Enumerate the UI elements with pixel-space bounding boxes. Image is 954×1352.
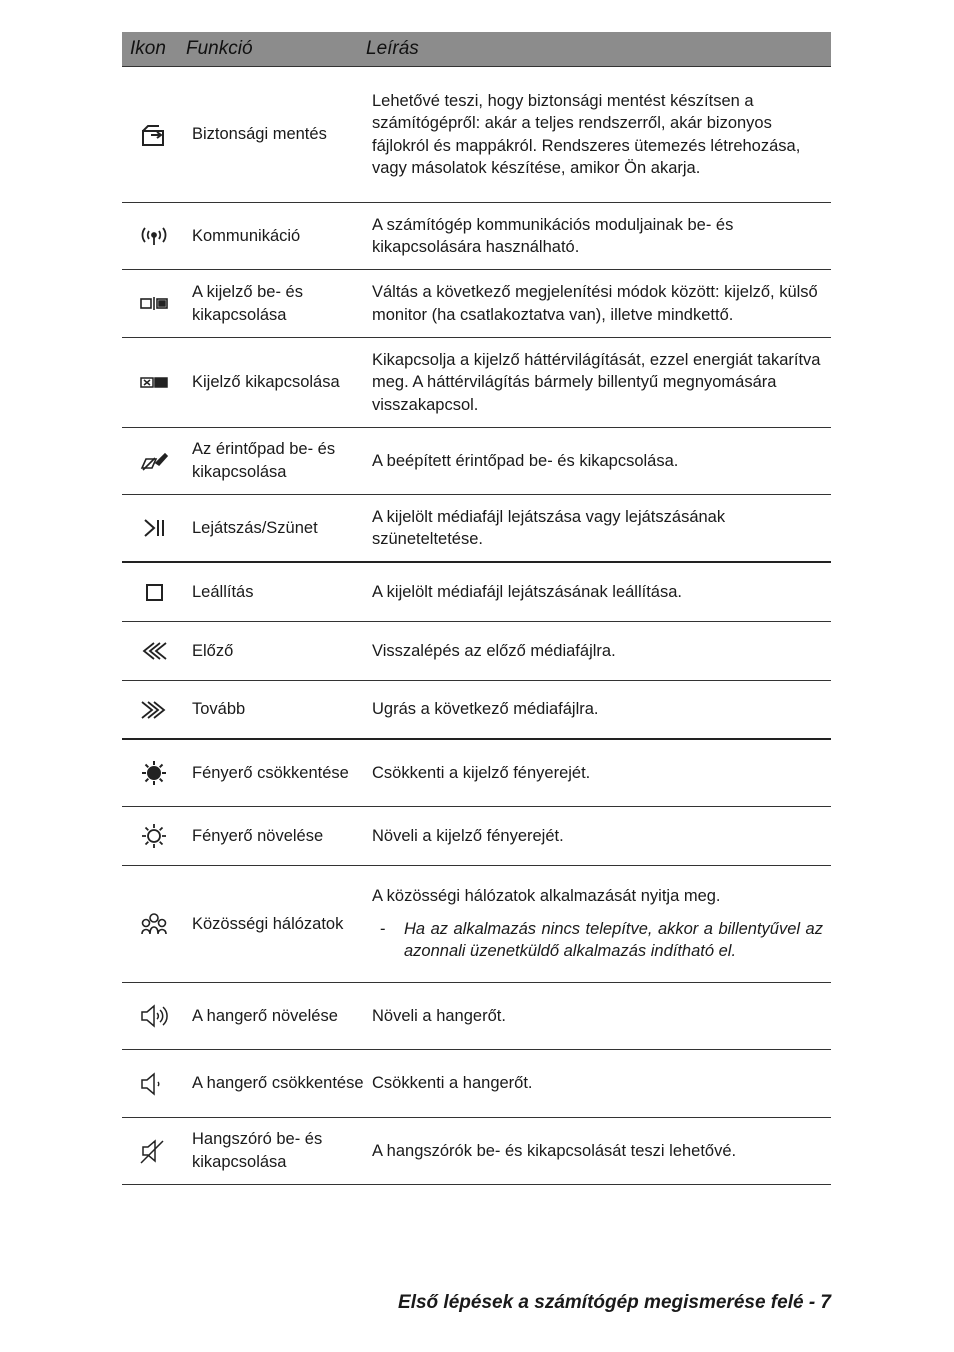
table-row: [122, 203, 831, 270]
row-function: A kijelző be- és kikapcsolása: [192, 282, 303, 324]
row-function: Fényerő növelése: [192, 826, 324, 845]
table-row: [122, 740, 831, 807]
row-function: A hangerő növelése: [192, 1006, 338, 1025]
table-row: [122, 1118, 831, 1185]
row-description: Csökkenti a kijelző fényerejét.: [372, 763, 591, 782]
note-dash: -: [380, 919, 386, 938]
row-description: A számítógép kommunikációs moduljainak be- és kikapcsolására használható.: [372, 215, 734, 256]
row-function: Biztonsági mentés: [192, 125, 327, 143]
header-icon: Ikon: [130, 38, 166, 59]
row-description: Növeli a kijelző fényerejét.: [372, 826, 564, 845]
previous-icon: [122, 622, 186, 680]
table-row: [122, 807, 831, 866]
row-description: A hangszórók be- és kikapcsolását teszi lehetővé.: [372, 1141, 737, 1160]
row-function: Tovább: [192, 700, 246, 718]
wireless-communication-icon: [122, 203, 186, 269]
row-description: Kikapcsolja a kijelző háttérvilágítását, ezzel energiát takarítva meg. A háttérvilágítás bármely billentyű megnyomására visszakapcsol.: [372, 350, 821, 414]
speaker-toggle-icon: [122, 1118, 186, 1184]
display-toggle-icon: [122, 270, 186, 337]
row-description: Váltás a következő megjelenítési módok között: kijelző, külső monitor (ha csatlakoztatva van), illetve mindkettő.: [372, 283, 818, 324]
brightness-down-icon: [122, 740, 186, 806]
backup-icon: [122, 67, 186, 202]
row-function: Közösségi hálózatok: [192, 914, 344, 933]
brightness-up-icon: [122, 807, 186, 865]
table-header: [122, 32, 831, 67]
row-function: Kijelző kikapcsolása: [192, 373, 340, 391]
table-row: [122, 270, 831, 338]
function-key-table: [122, 32, 831, 1185]
next-icon: [122, 681, 186, 738]
table-row: [122, 622, 831, 681]
table-row: [122, 338, 831, 428]
note-text: Ha az alkalmazás nincs telepítve, akkor a billentyűvel az azonnali üzenetküldő alkalmazás indítható el.: [404, 919, 823, 961]
row-description: Növeli a hangerőt.: [372, 1006, 506, 1025]
row-function: Fényerő csökkentése: [192, 763, 349, 782]
table-row: [122, 563, 831, 622]
table-row: [122, 495, 831, 563]
row-description: A beépített érintőpad be- és kikapcsolása.: [372, 451, 679, 470]
table-row: [122, 983, 831, 1050]
row-function: Lejátszás/Szünet: [192, 518, 318, 537]
row-description: Ugrás a következő médiafájlra.: [372, 700, 599, 719]
row-function: A hangerő csökkentése: [192, 1074, 364, 1092]
row-function: Hangszóró be- és kikapcsolása: [192, 1130, 323, 1171]
page-footer: Első lépések a számítógép megismerése felé - 7: [398, 1292, 831, 1313]
row-function: Előző: [192, 641, 234, 660]
table-row: [122, 67, 831, 203]
row-description: Csökkenti a hangerőt.: [372, 1074, 533, 1093]
row-description: A kijelölt médiafájl lejátszása vagy lejátszásának szüneteltetése.: [372, 507, 726, 548]
table-row: [122, 866, 831, 983]
touchpad-toggle-icon: [122, 428, 186, 494]
play-pause-icon: [122, 495, 186, 561]
volume-down-icon: [122, 1050, 186, 1117]
display-off-icon: [122, 338, 186, 427]
row-function: Az érintőpad be- és kikapcsolása: [192, 440, 336, 481]
row-description: A kijelölt médiafájl lejátszásának leállítása.: [372, 582, 682, 601]
note: [372, 918, 823, 963]
row-description: A közösségi hálózatok alkalmazását nyitja meg.: [372, 887, 721, 906]
header-function: Funkció: [186, 38, 253, 59]
social-networks-icon: [122, 866, 186, 982]
row-description: Lehetővé teszi, hogy biztonsági mentést készítsen a számítógépről: akár a teljes rendszerről, akár bizonyos fájlokról és mappákról. Rendszeres ütemezés létrehozása, vagy másolatok készítése, amikor Ön akarja.: [372, 91, 801, 177]
volume-up-icon: [122, 983, 186, 1049]
row-function: Kommunikáció: [192, 226, 301, 245]
table-row: [122, 428, 831, 495]
row-description: Visszalépés az előző médiafájlra.: [372, 641, 616, 660]
header-description: Leírás: [366, 38, 419, 59]
table-row: [122, 1050, 831, 1118]
row-function: Leállítás: [192, 582, 254, 601]
table-row: [122, 681, 831, 740]
stop-icon: [122, 563, 186, 621]
